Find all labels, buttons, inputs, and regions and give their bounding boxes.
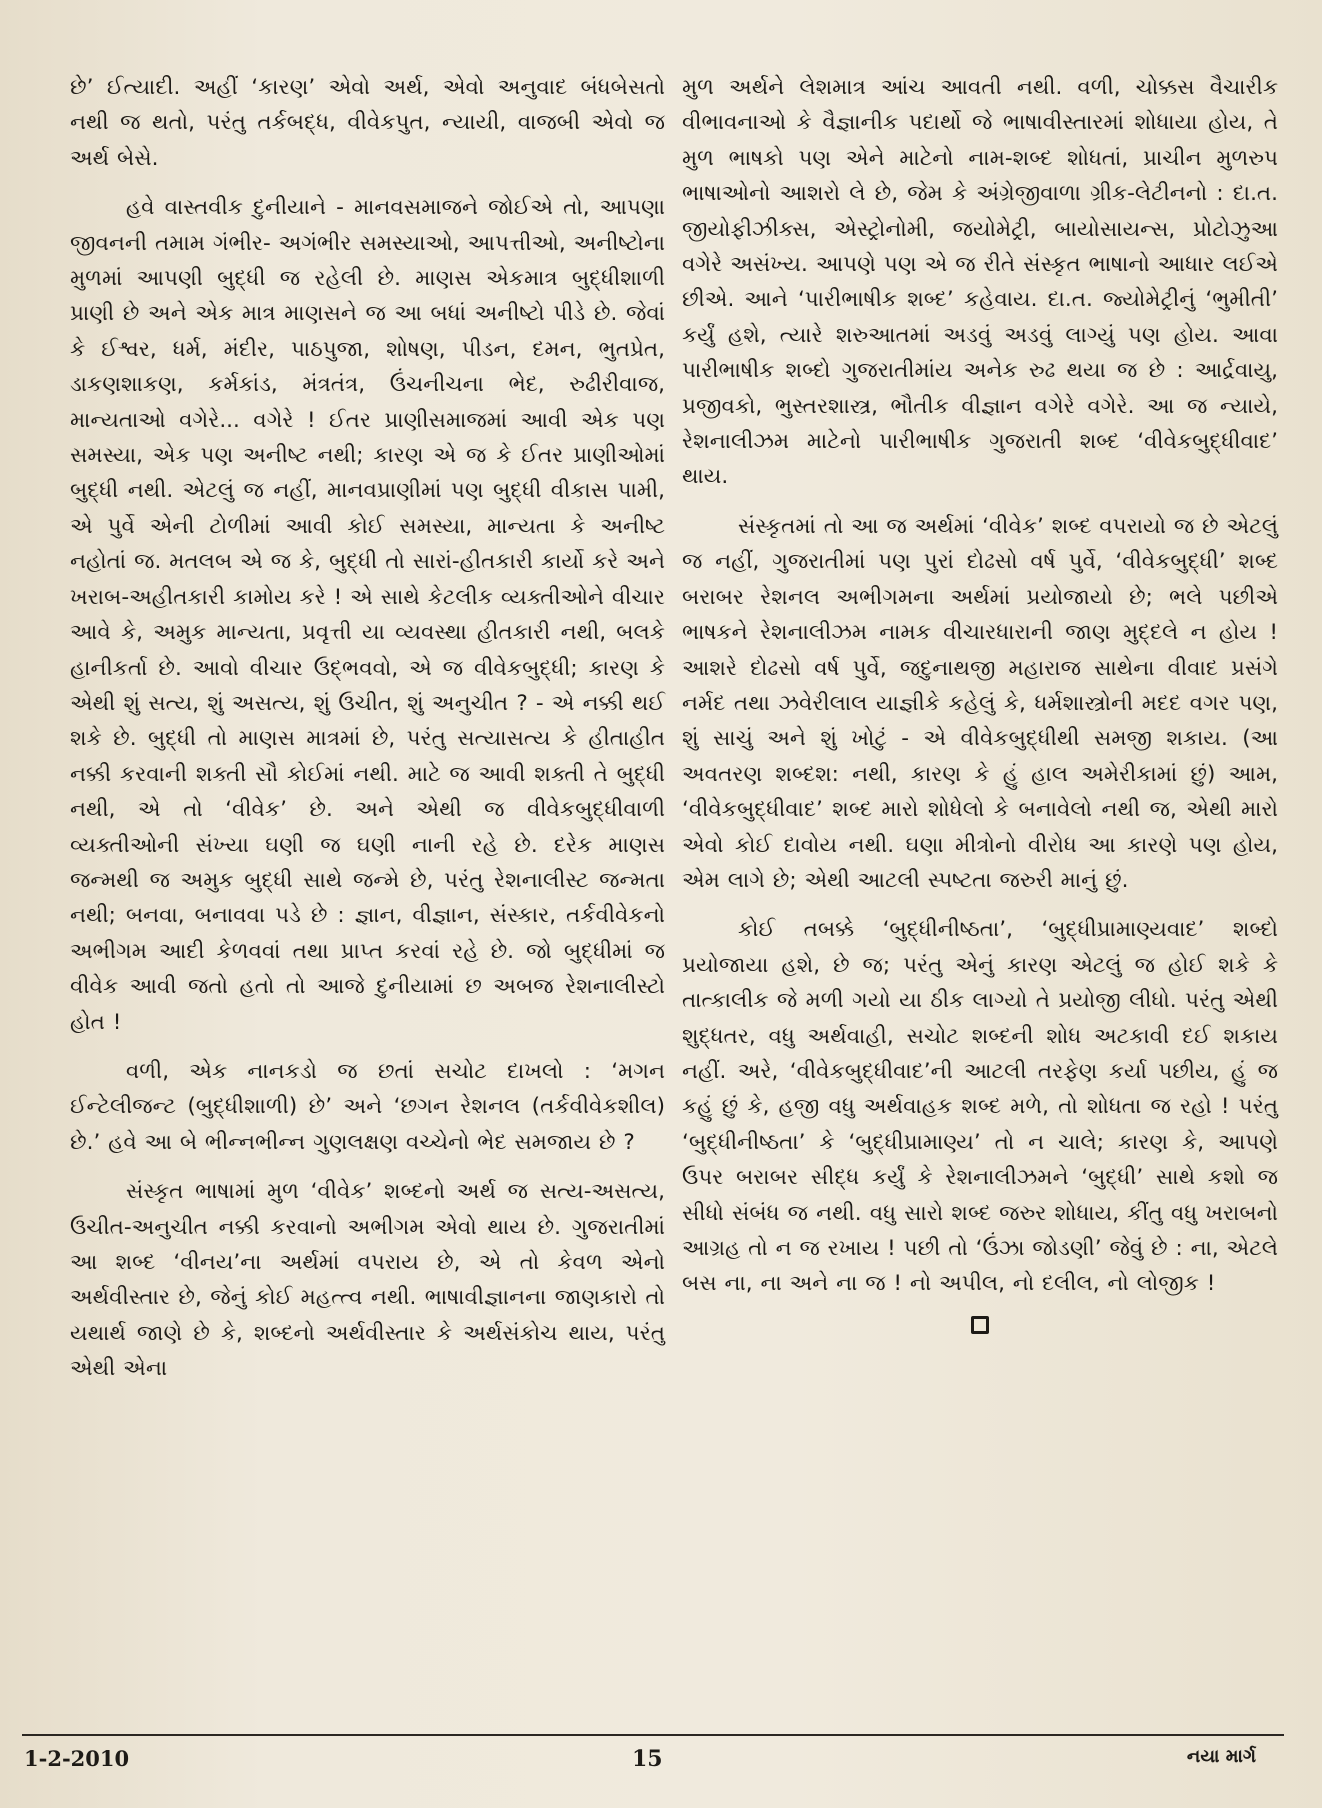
paragraph: સંસ્કૃતમાં તો આ જ અર્થમાં ‘વીવેક’ શબ્દ વપરાયો જ છે એટલું જ નહીં, ગુજરાતીમાં પણ પુરાં દોઢસો વર્ષ પુર્વે, ‘વીવેકબુદ્ધી’ શબ્દ બરાબર રેશનલ અભીગમના અર્થમાં પ્રયોજાયો છે; ભલે પછીએ ભાષકને રેશનાલીઝમ નામક વીચારધારાની જાણ મુદ્દલે ન હોય ! આશરે દોઢસો વર્ષ પુર્વે, જદુનાથજી મહારાજ સાથેના વીવાદ પ્રસંગે નર્મદ તથા ઝવેરીલાલ યાજ્ઞીકે કહેલું કે, ધર્મશાસ્ત્રોની મદદ વગર પણ, શું સાચું અને શું ખોટું - એ વીવેકબુદ્ધીથી સમજી શકાય. (આ અવતરણ શબ્દશ: નથી, કારણ કે હું હાલ અમેરીકામાં છું) આમ, ‘વીવેકબુદ્ધીવાદ’ શબ્દ મારો શોધેલો કે બનાવેલો નથી જ, એથી મારો એવો કોઈ દાવોય નથી. ઘણા મીત્રોનો વીરોધ આ કારણે પણ હોય, એમ લાગે છે; એથી આટલી સ્પષ્ટતા જરુરી માનું છું. xyxy=(682,513,1278,893)
paragraph: છે’ ઈત્યાદી. અહીં ‘કારણ’ એવો અર્થ, એવો અનુવાદ બંધબેસતો નથી જ થતો, પરંતુ તર્કબદ્ધ, વીવેકપુત, ન્યાયી, વાજબી એવો જ અર્થ બેસે. xyxy=(70,75,665,171)
paragraph: વળી, એક નાનકડો જ છતાં સચોટ દાખલો : ‘મગન ઈન્ટેલીજન્ટ (બુદ્ધીશાળી) છે’ અને ‘છગન રેશનલ (તર્કવીવેકશીલ) છે.’ હવે આ બે ભીન્નભીન્ન ગુણલક્ષણ વચ્ચેનો ભેદ સમજાય છે ? xyxy=(70,1058,665,1155)
left-column xyxy=(70,70,665,1401)
right-column xyxy=(682,70,1278,1334)
issue-date: 1-2-2010 xyxy=(24,1746,130,1771)
footer-divider xyxy=(22,1734,1284,1736)
paragraph: કોઈ તબક્કે ‘બુદ્ધીનીષ્ઠતા’, ‘બુદ્ધીપ્રામાણ્યવાદ’ શબ્દો પ્રયોજાયા હશે, છે જ; પરંતુ એનું કારણ એટલું જ હોઈ શકે કે તાત્કાલીક જે મળી ગયો યા ઠીક લાગ્યો તે પ્રયોજી લીધો. પરંતુ એથી શુદ્ધતર, વધુ અર્થવાહી, સચોટ શબ્દની શોધ અટકાવી દઈ શકાય નહીં. અરે, ‘વીવેકબુદ્ધીવાદ’ની આટલી તરફેણ કર્યા પછીય, હું જ કહું છું કે, હજી વધુ અર્થવાહક શબ્દ મળે, તો શોધતા જ રહો ! પરંતુ ‘બુદ્ધીનીષ્ઠતા’ કે ‘બુદ્ધીપ્રામાણ્ય’ તો ન ચાલે; કારણ કે, આપણે ઉપર બરાબર સીદ્ધ કર્યું કે રેશનાલીઝમને ‘બુદ્ધી’ સાથે કશો જ સીધો સંબંધ જ નથી. વધુ સારો શબ્દ જરુર શોધાય, કીંતુ વધુ ખરાબનો આગ્રહ તો ન જ રખાય ! પછી તો ‘ઉંઝા જોડણી’ જેવું છે : ના, એટલે બસ ના, ના અને ના જ ! નો અપીલ, નો દલીલ, નો લોજીક ! xyxy=(682,917,1278,1297)
end-of-article-square-icon xyxy=(971,1316,989,1334)
paragraph: મુળ અર્થને લેશમાત્ર આંચ આવતી નથી. વળી, ચોક્કસ વૈચારીક વીભાવનાઓ કે વૈજ્ઞાનીક પદાર્થો જે ભાષાવીસ્તારમાં શોધાયા હોય, તે મુળ ભાષકો પણ એને માટેનો નામ-શબ્દ શોધતાં, પ્રાચીન મુળરુપ ભાષાઓનો આશરો લે છે, જેમ કે અંગ્રેજીવાળા ગ્રીક-લેટીનનો : દા.ત. જીયોફીઝીક્સ, એસ્ટ્રોનોમી, જયોમેટ્રી, બાયોસાયન્સ, પ્રોટોઝુઆ વગેરે અસંખ્ય. આપણે પણ એ જ રીતે સંસ્કૃત ભાષાનો આધાર લઈએ છીએ. આને ‘પારીભાષીક શબ્દ’ કહેવાય. દા.ત. જ્યોમેટ્રીનું ‘ભુમીતી’ કર્યું હશે, ત્યારે શરુઆતમાં અડવું અડવું લાગ્યું પણ હોય. આવા પારીભાષીક શબ્દો ગુજરાતીમાંય અનેક રુઢ થયા જ છે : આર્દ્રવાયુ, પ્રજીવકો, ભુસ્તરશાસ્ત્ર, ભૌતીક વીજ્ઞાન વગેરે વગેરે. આ જ ન્યાયે, રેશનાલીઝમ માટેનો પારીભાષીક ગુજરાતી શબ્દ ‘વીવેકબુદ્ધીવાદ’ થાય. xyxy=(682,75,1278,490)
paragraph: સંસ્કૃત ભાષામાં મુળ ‘વીવેક’ શબ્દનો અર્થ જ સત્ય-અસત્ય, ઉચીત-અનુચીત નક્કી કરવાનો અભીગમ એવો થાય છે. ગુજરાતીમાં આ શબ્દ ‘વીનય’ના અર્થમાં વપરાય છે, એ તો કેવળ એનો અર્થવીસ્તાર છે, જેનું કોઈ મહત્ત્વ નથી. ભાષાવીજ્ઞાનના જાણકારો તો યથાર્થ જાણે છે કે, શબ્દનો અર્થવીસ્તાર કે અર્થસંકોચ થાય, પરંતુ એથી એના xyxy=(70,1179,665,1382)
page-number: 15 xyxy=(632,1746,663,1772)
magazine-name: નયા માર્ગ xyxy=(1186,1746,1256,1767)
paragraph: હવે વાસ્તવીક દુનીયાને - માનવસમાજને જોઈએ તો, આપણા જીવનની તમામ ગંભીર- અગંભીર સમસ્યાઓ, આપત્તીઓ, અનીષ્ટોના મુળમાં આપણી બુદ્ધી જ રહેલી છે. માણસ એકમાત્ર બુદ્ધીશાળી પ્રાણી છે અને એક માત્ર માણસને જ આ બધાં અનીષ્ટો પીડે છે. જેવાં કે ઈશ્વર, ધર્મ, મંદીર, પાઠપુજા, શોષણ, પીડન, દમન, ભુતપ્રેત, ડાકણશાકણ, કર્મકાંડ, મંત્રતંત્ર, ઉંચનીચના ભેદ, રુઢીરીવાજ, માન્યતાઓ વગેરે... વગેરે ! ઈતર પ્રાણીસમાજમાં આવી એક પણ સમસ્યા, એક પણ અનીષ્ટ નથી; કારણ એ જ કે ઈતર પ્રાણીઓમાં બુદ્ધી નથી. એટલું જ નહીં, માનવપ્રાણીમાં પણ બુદ્ધી વીકાસ પામી, એ પુર્વે એની ટોળીમાં આવી કોઈ સમસ્યા, માન્યતા કે અનીષ્ટ નહોતાં જ. મતલબ એ જ કે, બુદ્ધી તો સારાં-હીતકારી કાર્યો કરે અને ખરાબ-અહીતકારી કામોય કરે ! એ સાથે કેટલીક વ્યક્તીઓને વીચાર આવે કે, અમુક માન્યતા, પ્રવૃત્તી યા વ્યવસ્થા હીતકારી નથી, બલકે હાનીકર્તા છે. આવો વીચાર ઉદ્ભવવો, એ જ વીવેકબુદ્ધી; કારણ કે એથી શું સત્ય, શું અસત્ય, શું ઉચીત, શું અનુચીત ? - એ નક્કી થઈ શકે છે. બુદ્ધી તો માણસ માત્રમાં છે, પરંતુ સત્યાસત્ય કે હીતાહીત નક્કી કરવાની શક્તી સૌ કોઈમાં નથી. માટે જ આવી શક્તી તે બુદ્ધી નથી, એ તો ‘વીવેક’ છે. અને એથી જ વીવેકબુદ્ધીવાળી વ્યક્તીઓની સંખ્યા ઘણી જ ઘણી નાની રહે છે. દરેક માણસ જન્મથી જ અમુક બુદ્ધી સાથે જન્મે છે, પરંતુ રેશનાલીસ્ટ જન્મતા નથી; બનવા, બનાવવા પડે છે : જ્ઞાન, વીજ્ઞાન, સંસ્કાર, તર્કવીવેકનો અભીગમ આદી કેળવવાં તથા પ્રાપ્ત કરવાં રહે છે. જો બુદ્ધીમાં જ વીવેક આવી જતો હતો તો આજે દુનીયામાં છ અબજ રેશનાલીસ્ટો હોત ! xyxy=(70,195,665,1035)
